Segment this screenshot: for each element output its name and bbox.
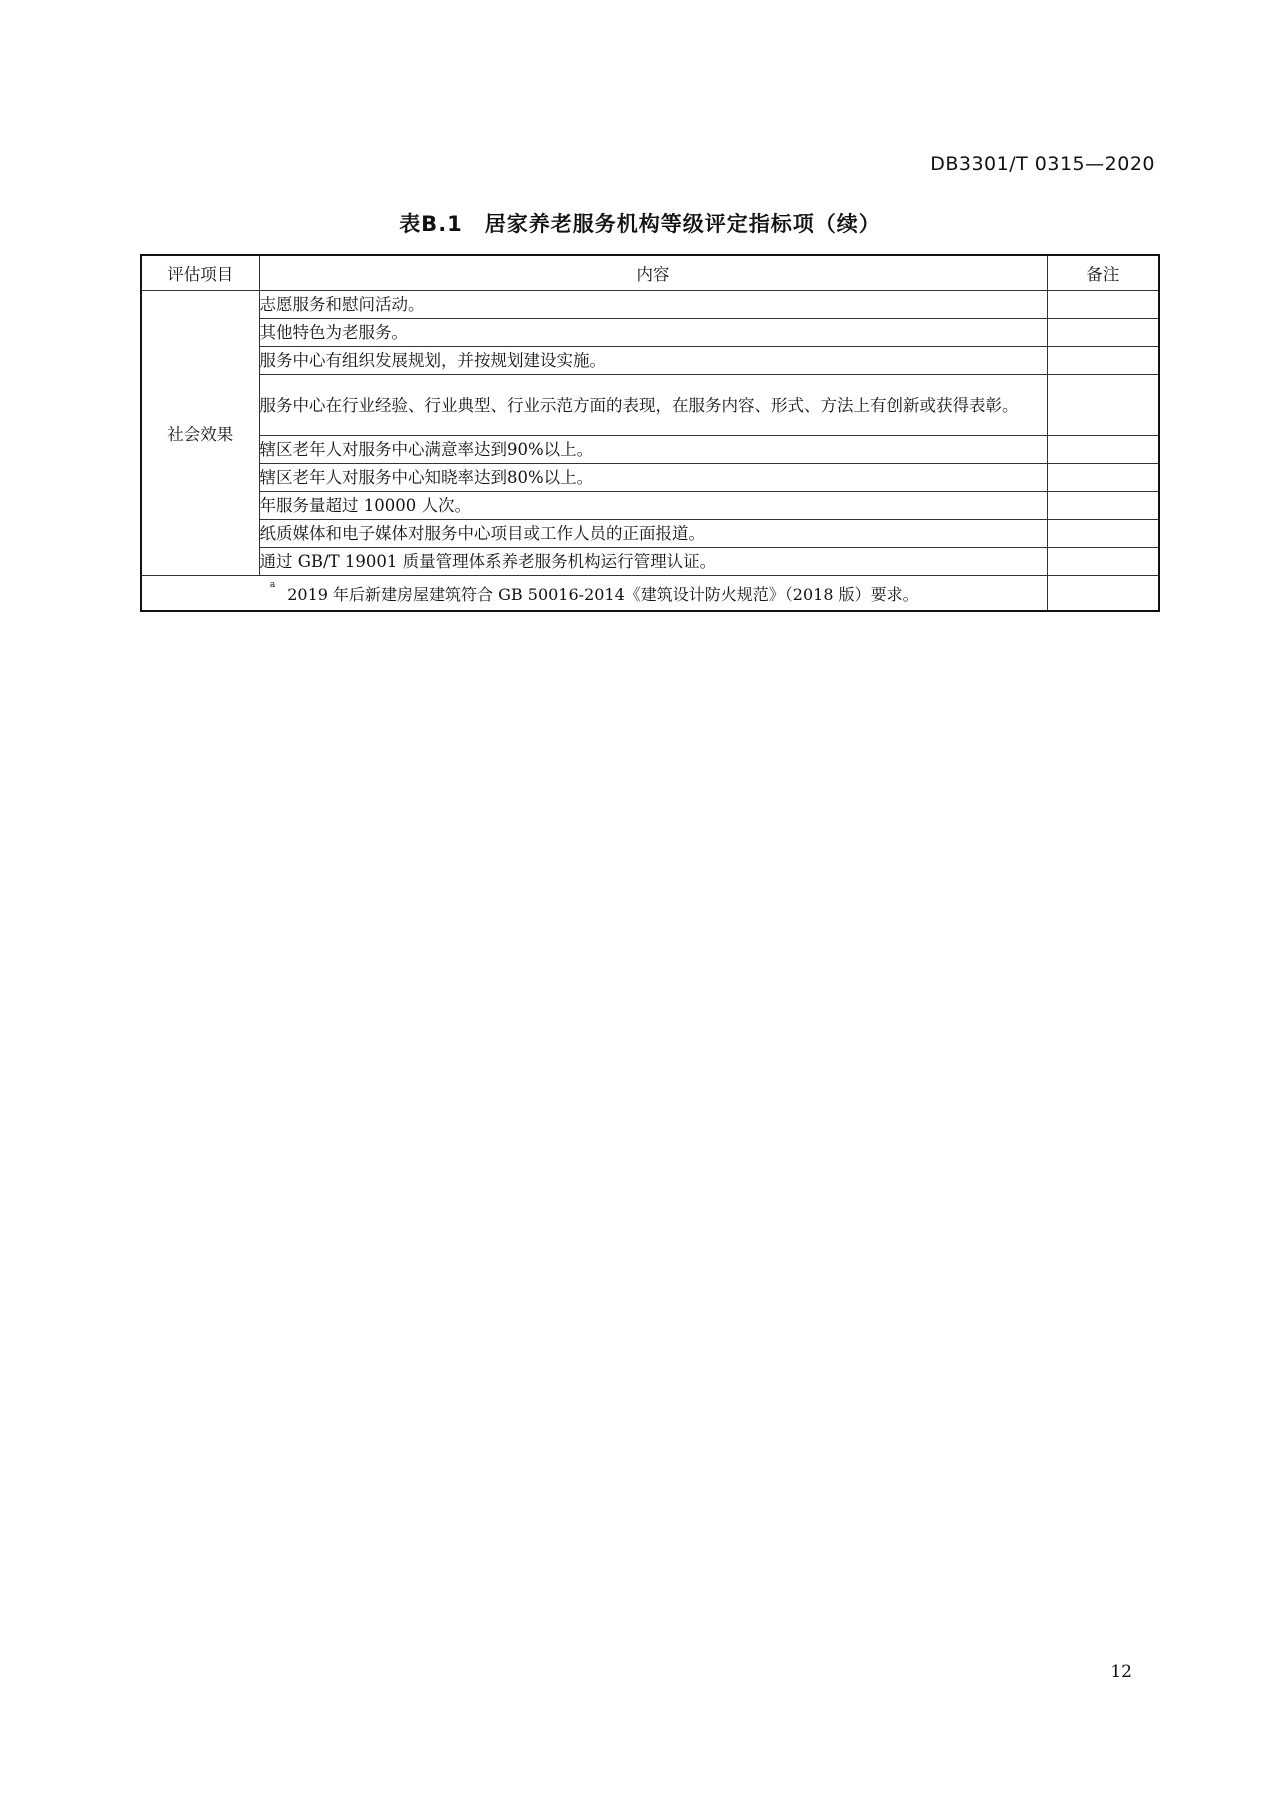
footnote-note-cell (1047, 576, 1159, 612)
table-row (141, 291, 1159, 319)
content-cell: 辖区老年人对服务中心满意率达到90%以上。 (259, 436, 1047, 464)
note-cell (1047, 436, 1159, 464)
table-row (141, 464, 1159, 492)
note-cell (1047, 520, 1159, 548)
footnote-row (141, 576, 1159, 612)
footnote-marker: a (269, 579, 276, 590)
note-cell (1047, 548, 1159, 576)
table-row (141, 520, 1159, 548)
note-cell (1047, 375, 1159, 436)
table-row (141, 319, 1159, 347)
footnote-text: 2019 年后新建房屋建筑符合 GB 50016-2014《建筑设计防火规范》（2018 版）要求。 (287, 584, 919, 604)
note-cell (1047, 347, 1159, 375)
content-cell: 志愿服务和慰问活动。 (259, 291, 1047, 319)
content-cell: 年服务量超过 10000 人次。 (259, 492, 1047, 520)
content-cell: 其他特色为老服务。 (259, 319, 1047, 347)
content-cell: 辖区老年人对服务中心知晓率达到80%以上。 (259, 464, 1047, 492)
content-cell: 服务中心在行业经验、行业典型、行业示范方面的表现，在服务内容、形式、方法上有创新或获得表彰。 (259, 375, 1047, 436)
column-header-item: 评估项目 (141, 255, 259, 291)
page-number: 12 (1110, 1662, 1132, 1682)
table-title-text: 居家养老服务机构等级评定指标项（续） (484, 212, 881, 236)
table-row (141, 347, 1159, 375)
table-row (141, 375, 1159, 436)
table-row (141, 436, 1159, 464)
content-cell: 通过 GB/T 19001 质量管理体系养老服务机构运行管理认证。 (259, 548, 1047, 576)
evaluation-table (140, 254, 1160, 612)
table-header-row (141, 255, 1159, 291)
table-row (141, 492, 1159, 520)
column-header-note: 备注 (1047, 255, 1159, 291)
note-cell (1047, 291, 1159, 319)
footnote-cell (141, 576, 1047, 612)
content-cell: 纸质媒体和电子媒体对服务中心项目或工作人员的正面报道。 (259, 520, 1047, 548)
document-code: DB3301/T 0315—2020 (930, 153, 1155, 175)
table-number: 表B.1 (399, 212, 463, 236)
table-row (141, 548, 1159, 576)
note-cell (1047, 464, 1159, 492)
note-cell (1047, 492, 1159, 520)
table-title (0, 208, 1280, 238)
content-cell: 服务中心有组织发展规划，并按规划建设实施。 (259, 347, 1047, 375)
column-header-content: 内容 (259, 255, 1047, 291)
note-cell (1047, 319, 1159, 347)
evaluation-item-cell: 社会效果 (141, 291, 259, 576)
